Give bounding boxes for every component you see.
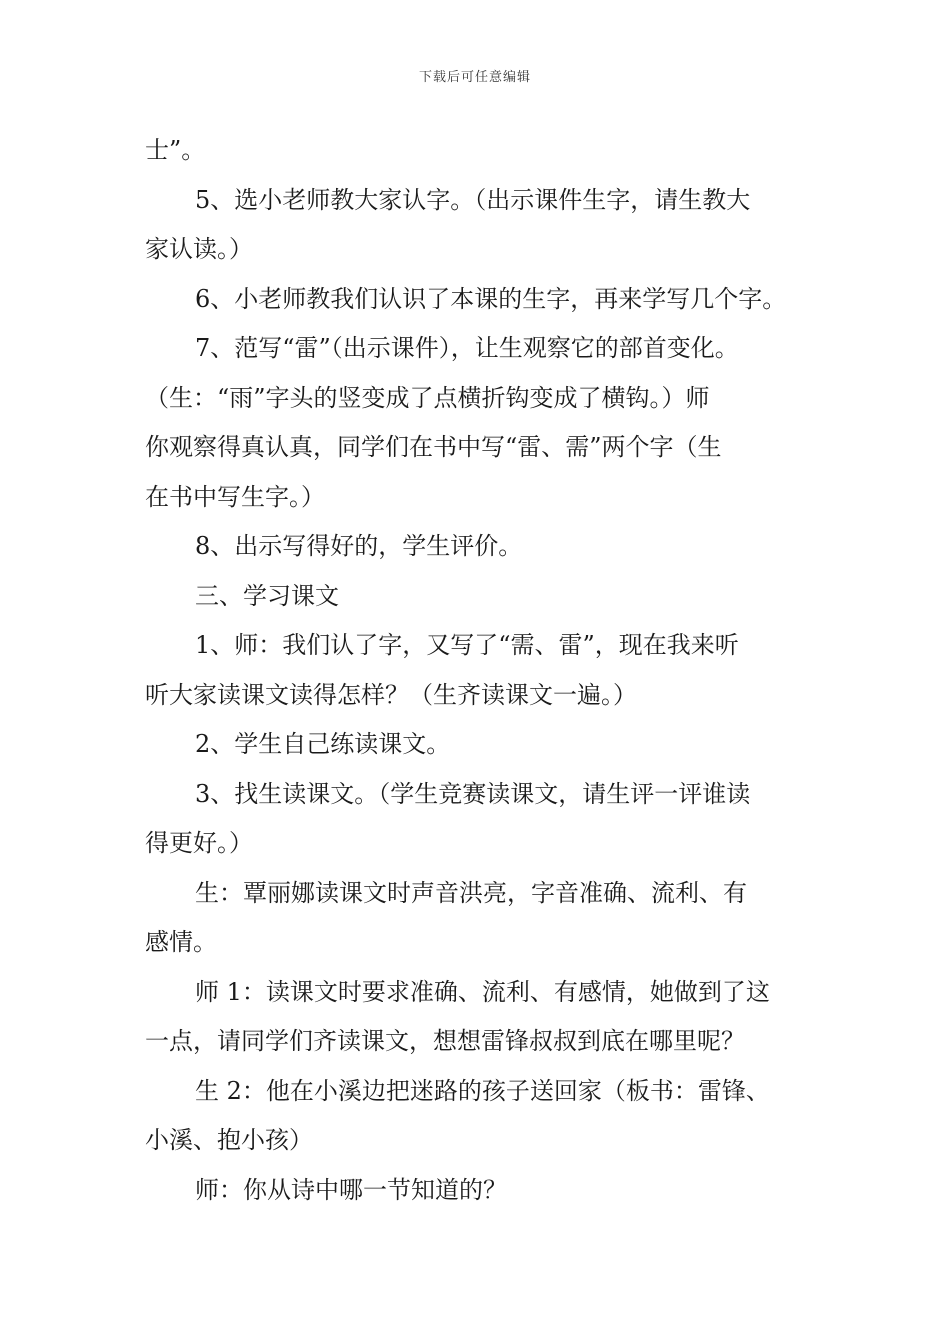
text-line: 6、小老师教我们认识了本课的生字，再来学写几个字。 — [195, 284, 787, 313]
text-line: 生：覃丽娜读课文时声音洪亮，字音准确、流利、有 — [195, 878, 747, 907]
text-line: 士”。 — [145, 136, 206, 164]
text-line: 2、学生自己练读课文。 — [195, 730, 451, 758]
text-line: 得更好。） — [145, 829, 253, 857]
text-line: 一点，请同学们齐读课文，想想雷锋叔叔到底在哪里呢？ — [145, 1027, 745, 1055]
text-line: 1、师：我们认了字，又写了“需、雷”，现在我来听 — [195, 631, 739, 659]
text-line: 家认读。） — [145, 235, 253, 263]
text-line: 小溪、抱小孩） — [145, 1126, 313, 1154]
text-line: 感情。 — [145, 928, 217, 956]
text-line: （生：“雨”字头的竖变成了点横折钩变成了横钩。）师 — [145, 383, 710, 412]
text-line: 师：你从诗中哪一节知道的？ — [195, 1175, 507, 1204]
text-line: 三、学习课文 — [195, 581, 339, 610]
document-body — [145, 126, 807, 1215]
text-line: 5、选小老师教大家认字。（出示课件生字，请生教大 — [195, 185, 751, 214]
text-line: 7、范写“雷”（出示课件），让生观察它的部首变化。 — [195, 334, 739, 362]
text-line: 你观察得真认真，同学们在书中写“雷、需”两个字（生 — [145, 433, 722, 461]
text-line: 师 1：读课文时要求准确、流利、有感情，她做到了这 — [195, 977, 770, 1006]
text-line: 生 2：他在小溪边把迷路的孩子送回家（板书：雷锋、 — [195, 1076, 770, 1105]
text-line: 在书中写生字。） — [145, 482, 325, 511]
page-header: 下载后可任意编辑 — [418, 70, 531, 85]
text-line: 8、出示写得好的，学生评价。 — [195, 532, 523, 560]
text-line: 听大家读课文读得怎样？（生齐读课文一遍。） — [145, 680, 637, 709]
text-line: 3、找生读课文。（学生竞赛读课文，请生评一评谁读 — [195, 779, 751, 808]
